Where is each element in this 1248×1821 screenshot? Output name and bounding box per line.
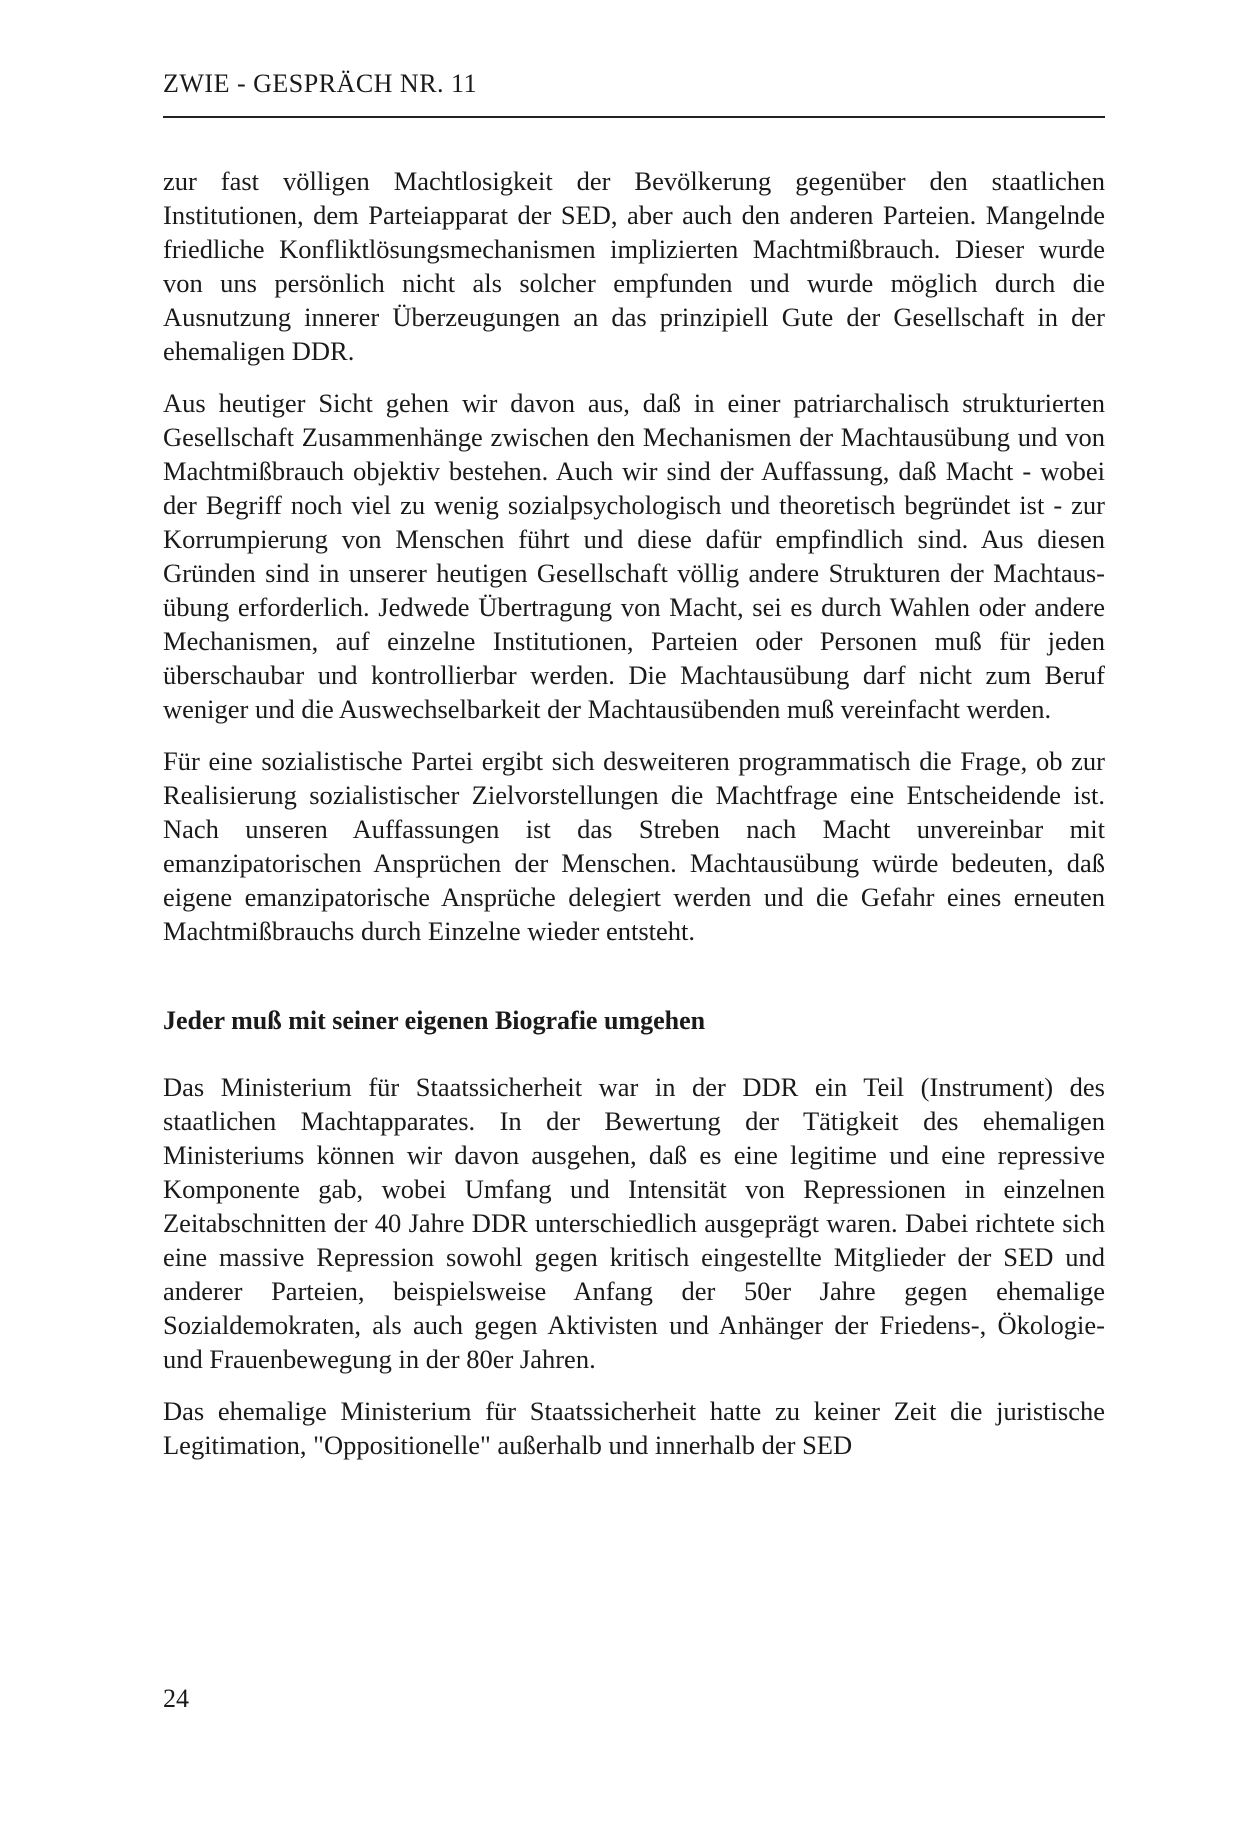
paragraph: Für eine sozialistische Partei ergibt sich desweiteren programmatisch die Frage, ob zur Realisierung sozialistischer Zielvorstellungen die Machtfrage eine Entscheidende ist. Nach unseren Auffassungen ist das Streben nach Macht unvereinbar mit emanzipatorischen Ansprüchen der Menschen. Machtausübung würde bedeuten, daß eigene emanzipatorische Ansprüche delegiert werden und die Gefahr eines erneuten Machtmißbrauchs durch Einzelne wieder entsteht. xyxy=(163,746,1105,946)
body-text xyxy=(163,164,1105,1480)
page-number: 24 xyxy=(163,1684,189,1713)
section-heading: Jeder muß mit seiner eigenen Biografie umgehen xyxy=(163,1006,706,1035)
header-rule xyxy=(163,116,1105,118)
paragraph: zur fast völligen Machtlosigkeit der Bevölkerung gegenüber den staatlichen Institutionen, dem Parteiapparat der SED, aber auch den anderen Parteien. Mangelnde friedliche Konfliktlösungsmechanismen implizierten Machtmißbrauch. Dieser wurde von uns persönlich nicht als solcher empfunden und wurde möglich durch die Ausnutzung innerer Überzeugungen an das prinzipiell Gute der Gesellschaft in der ehemaligen DDR. xyxy=(163,166,1105,366)
running-header: ZWIE - GESPRÄCH NR. 11 xyxy=(163,69,478,98)
paragraph: Aus heutiger Sicht gehen wir davon aus, daß in einer patriarchalisch strukturierten Gesellschaft Zusammenhänge zwischen den Mechanismen der Machtausübung und von Machtmißbrauch objektiv bestehen. Auch wir sind der Auffassung, daß Macht - wobei der Begriff noch viel zu wenig sozialpsychologisch und theoretisch begründet ist - zur Korrumpierung von Menschen führt und diese dafür empfindlich sind. Aus diesen Gründen sind in unserer heutigen Gesellschaft völlig andere Strukturen der Machtausübung erforderlich. Jedwede Übertragung von Macht, sei es durch Wahlen oder andere Mechanismen, auf einzelne Institutionen, Parteien oder Personen muß für jeden überschaubar und kontrollierbar werden. Die Machtausübung darf nicht zum Beruf weniger und die Auswechselbarkeit der Machtausübenden muß vereinfacht werden. xyxy=(163,388,1105,724)
paragraph: Das ehemalige Ministerium für Staatssicherheit hatte zu keiner Zeit die juristische Legitimation, "Oppositionelle" außerhalb und innerhalb der SED xyxy=(163,1396,1105,1460)
paragraph: Das Ministerium für Staatssicherheit war in der DDR ein Teil (Instrument) des staatlichen Machtapparates. In der Bewertung der Tätigkeit des ehemaligen Ministeriums können wir davon ausgehen, daß es eine legitime und eine repressive Komponente gab, wobei Umfang und Intensität von Repressionen in einzelnen Zeitabschnitten der 40 Jahre DDR unterschiedlich ausgeprägt waren. Dabei richtete sich eine massive Repression sowohl gegen kritisch eingestellte Mitglieder der SED und anderer Parteien, beispielsweise Anfang der 50er Jahre gegen ehemalige Sozialdemokraten, als auch gegen Aktivisten und Anhänger der Friedens-, Ökologie- und Frauenbewegung in der 80er Jahren. xyxy=(163,1072,1105,1374)
